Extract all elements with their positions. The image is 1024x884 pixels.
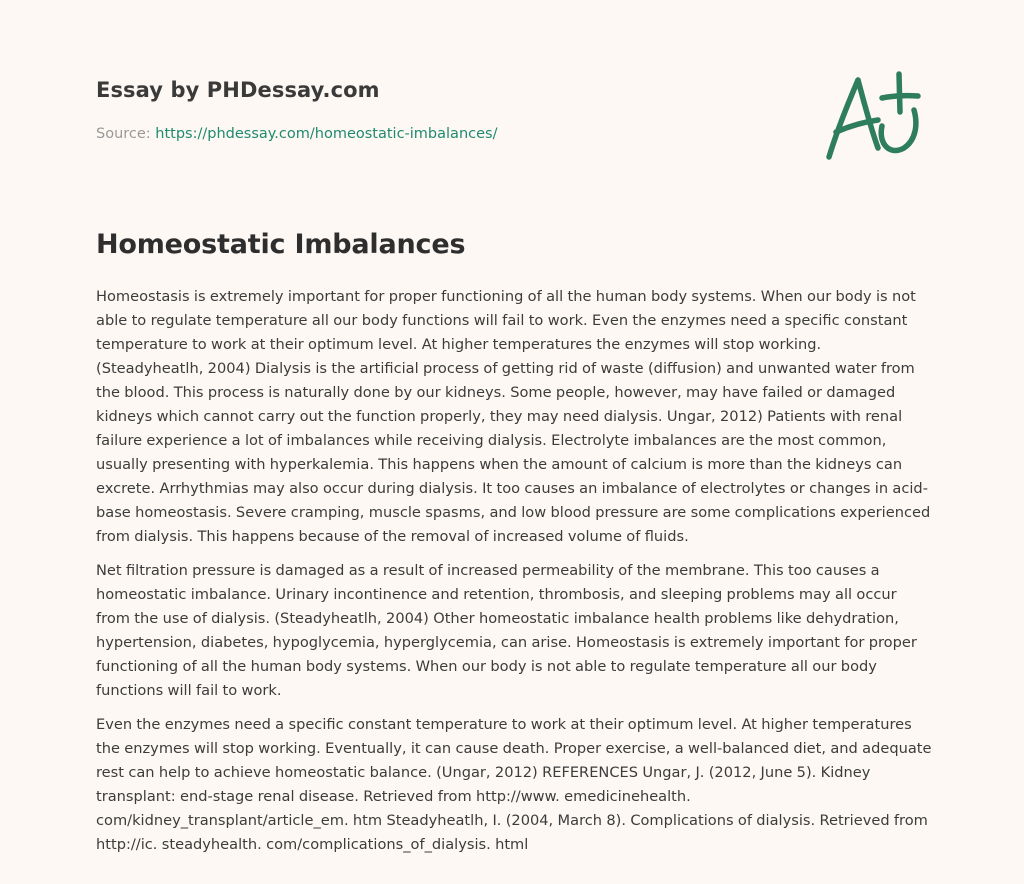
source-link[interactable]: https://phdessay.com/homeostatic-imbalances/ xyxy=(155,126,498,142)
essay-body xyxy=(96,285,932,867)
a-plus-logo-icon xyxy=(820,66,930,166)
essay-header xyxy=(96,76,796,144)
essay-paragraph: Homeostasis is extremely important for proper functioning of all the human body systems. When our body is not able to regulate temperature all our body functions will fail to work. Even the enzymes need a specific constant temperature to work at their optimum level. At higher temperatures the enzymes will stop working. (Steadyheatlh, 2004) Dialysis is the artificial process of getting rid of waste (diffusion) and unwanted water from the blood. This process is naturally done by our kidneys. Some people, however, may have failed or damaged kidneys which cannot carry out the function properly, they may need dialysis. Ungar, 2012) Patients with renal failure experience a lot of imbalances while receiving dialysis. Electrolyte imbalances are the most common, usually presenting with hyperkalemia. This happens when the amount of calcium is more than the kidneys can excrete. Arrhythmias may also occur during dialysis. It too causes an imbalance of electrolytes or changes in acid-base homeostasis. Severe cramping, muscle spasms, and low blood pressure are some complications experienced from dialysis. This happens because of the removal of increased volume of fluids. xyxy=(96,288,931,545)
essay-paragraph: Net filtration pressure is damaged as a result of increased permeability of the membrane. This too causes a homeostatic imbalance. Urinary incontinence and retention, thrombosis, and sleeping problems may all occur from the use of dialysis. (Steadyheatlh, 2004) Other homeostatic imbalance health problems like dehydration, hypertension, diabetes, hypoglycemia, hyperglycemia, can arise. Homeostasis is extremely important for proper functioning of all the human body systems. When our body is not able to regulate temperature all our body functions will fail to work. xyxy=(96,562,917,699)
brand-title: Essay by PHDessay.com xyxy=(96,78,380,102)
essay-title: Homeostatic Imbalances xyxy=(96,229,466,260)
source-line xyxy=(96,124,796,144)
essay-paragraph: Even the enzymes need a specific constant temperature to work at their optimum level. At higher temperatures the enzymes will stop working. Eventually, it can cause death. Proper exercise, a well-balanced diet, and adequate rest can help to achieve homeostatic balance. (Ungar, 2012) REFERENCES Ungar, J. (2012, June 5). Kidney transplant: end-stage renal disease. Retrieved from http://www. emedicinehealth. com/kidney_transplant/article_em. htm Steadyheatlh, I. (2004, March 8). Complications of dialysis. Retrieved from http://ic. steadyhealth. com/complications_of_dialysis. html xyxy=(96,716,932,853)
source-label: Source: xyxy=(96,126,156,142)
